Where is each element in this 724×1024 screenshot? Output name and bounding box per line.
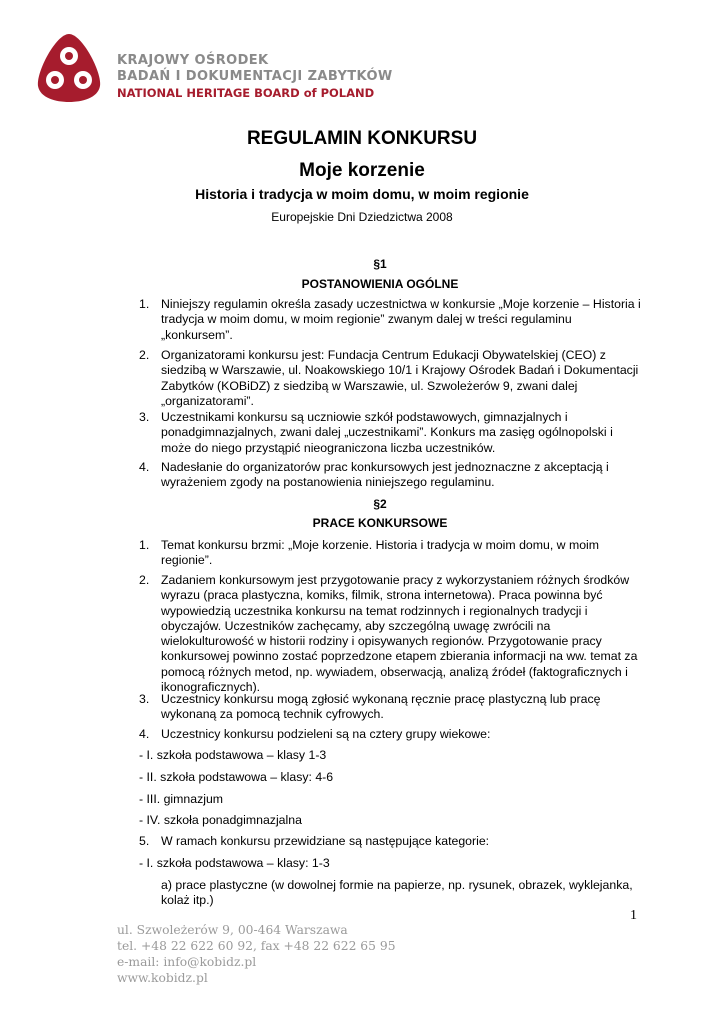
org-name-line2: BADAŃ I DOKUMENTACJI ZABYTKÓW — [117, 69, 393, 84]
s1-item4-number: 4. — [139, 460, 150, 474]
category-1: - I. szkoła podstawowa – klasy: 1-3 — [139, 856, 330, 870]
s1-item1-text: Niniejszy regulamin określa zasady uczestnictwa w konkursie „Moje korzenie – Historia i tradycja w moim domu, w moim regionie” zwanym dalej w treści regulaminu „konkursem”. — [161, 297, 641, 342]
footer-phone: tel. +48 22 622 60 92, fax +48 22 622 65 95 — [117, 939, 396, 953]
s2-item4-text: Uczestnicy konkursu podzieleni są na cztery grupy wiekowe: — [161, 727, 491, 741]
section1-heading: POSTANOWIENIA OGÓLNE — [301, 277, 459, 291]
logo-emblem-icon — [34, 32, 104, 104]
s2-item4-number: 4. — [139, 727, 150, 741]
footer-contact — [117, 922, 396, 986]
age-group-2: - II. szkoła podstawowa – klasy: 4-6 — [139, 770, 334, 784]
document-subtitle: Moje korzenie — [299, 160, 425, 181]
document-title: REGULAMIN KONKURSU — [246, 128, 478, 149]
s1-item3-text: Uczestnikami konkursu są uczniowie szkół podstawowych, gimnazjalnych i ponadgimnazjalnych, zwani dalej „uczestnikami”. Konkurs ma zasięg ogólnopolski i może do niego przystąpić nieograniczona liczba uczestników. — [161, 410, 613, 455]
section2-mark: §2 — [373, 497, 387, 511]
age-group-3: - III. gimnazjum — [139, 792, 224, 806]
age-group-1: - I. szkoła podstawowa – klasy 1-3 — [139, 748, 327, 762]
event-name: Europejskie Dni Dziedzictwa 2008 — [271, 210, 453, 224]
s1-item3-number: 3. — [139, 410, 150, 424]
s1-item2-number: 2. — [139, 348, 150, 362]
section1-mark: §1 — [373, 257, 387, 271]
s2-item3-number: 3. — [139, 692, 150, 706]
footer-website: www.kobidz.pl — [117, 971, 208, 985]
page-number: 1 — [630, 908, 637, 923]
org-name-english: NATIONAL HERITAGE BOARD of POLAND — [117, 86, 375, 100]
s2-item2-text: Zadaniem konkursowym jest przygotowanie pracy z wykorzystaniem różnych środków wyrazu (praca plastyczna, komiks, filmik, strona internetowa). Praca powinna być wypowiedzią uczestnika konkursu na temat rodzinnych i regionalnych tradycji i obyczajów. Uczestników zachęcamy, aby szczególną uwagę zwrócili na wielokulturowość w historii rodziny i opisywanych regionów. Przygotowanie pracy konkursowej powinno zostać poprzedzone etapem zbierania informacji na ww. temat za pomocą różnych metod, np. wywiadem, obserwacją, analizą źródeł (faktograficznych i ikonograficznych). — [161, 573, 638, 695]
s1-item1-number: 1. — [139, 297, 150, 311]
s2-item1-number: 1. — [139, 538, 150, 552]
category-1a-text: a) prace plastyczne (w dowolnej formie na papierze, np. rysunek, obrazek, wyklejanka, kolaż itp.) — [161, 878, 633, 908]
document-tagline: Historia i tradycja w moim domu, w moim regionie — [195, 186, 529, 202]
s1-item4-text: Nadesłanie do organizatorów prac konkursowych jest jednoznaczne z akceptacją i wyrażeniem zgody na postanowienia niniejszego regulaminu. — [161, 460, 609, 490]
s1-item2-text: Organizatorami konkursu jest: Fundacja Centrum Edukacji Obywatelskiej (CEO) z siedzibą w Warszawie, ul. Noakowskiego 10/1 i Krajowy Ośrodek Badań i Dokumentacji Zabytków (KOBiDZ) z siedzibą w Warszawie, ul. Szwoleżerów 9, zwani dalej „organizatorami”. — [161, 348, 639, 408]
section2-heading: PRACE KONKURSOWE — [312, 516, 448, 530]
footer-address: ul. Szwoleżerów 9, 00-464 Warszawa — [117, 923, 348, 937]
age-group-4: - IV. szkoła ponadgimnazjalna — [139, 813, 302, 827]
org-name-line1: KRAJOWY OŚRODEK — [117, 53, 269, 68]
s2-item5-number: 5. — [139, 834, 150, 848]
s2-item1-text: Temat konkursu brzmi: „Moje korzenie. Historia i tradycja w moim domu, w moim regionie”. — [161, 538, 600, 568]
footer-email: e-mail: info@kobidz.pl — [117, 955, 257, 969]
s2-item5-text: W ramach konkursu przewidziane są następujące kategorie: — [161, 834, 490, 848]
s2-item2-number: 2. — [139, 573, 150, 587]
kobidz-logo — [34, 32, 104, 104]
s2-item3-text: Uczestnicy konkursu mogą zgłosić wykonaną ręcznie pracę plastyczną lub pracę wykonaną za pomocą technik cyfrowych. — [161, 692, 601, 722]
organization-name — [117, 53, 393, 101]
